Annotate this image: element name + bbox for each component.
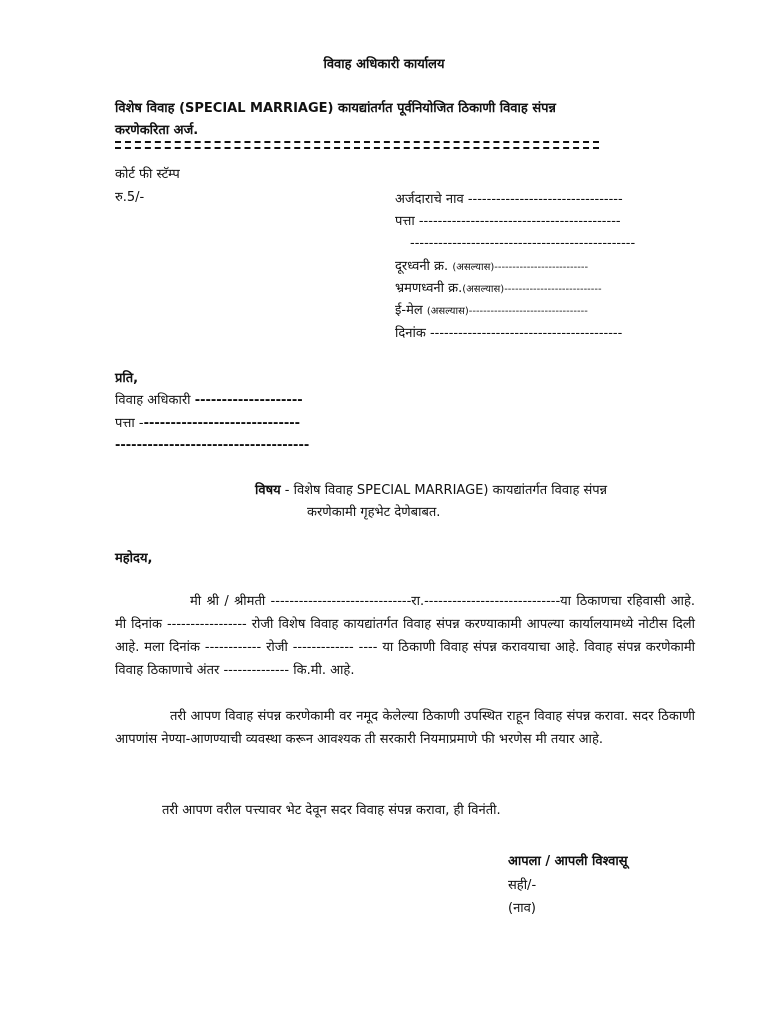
phone-label: दूरध्वनी क्र. bbox=[395, 259, 449, 274]
body-paragraph-2-text: तरी आपण विवाह संपन्न करणेकामी वर नमूद केलेल्या ठिकाणी उपस्थित राहून विवाह संपन्न करावा. सदर ठिकाणी आपणांस नेण्या-आणण्याची व्यवस्था करून आवश्यक ती सरकारी नियमाप्रमाणे फी भरणेस मी तयार आहे. bbox=[115, 709, 695, 747]
applicant-address-line1: पत्ता ------------------------------------------- bbox=[395, 214, 621, 229]
closing-name: (नाव) bbox=[508, 901, 536, 916]
applicant-mobile-line bbox=[395, 280, 602, 298]
applicant-address-line2: ------------------------------------------------ bbox=[410, 236, 636, 251]
separator-rule bbox=[115, 141, 599, 149]
recipient-to: प्रति, bbox=[115, 371, 139, 386]
recipient-address-label: पत्ता - bbox=[115, 416, 144, 431]
application-heading-line2: करणेकरिता अर्ज. bbox=[115, 123, 199, 138]
subject-line2: करणेकामी गृहभेट देणेबाबत. bbox=[307, 505, 441, 520]
body-paragraph-2 bbox=[115, 705, 695, 751]
phone-note: (असल्यास)-------------------------- bbox=[452, 262, 589, 273]
court-fee-stamp-label: कोर्ट फी स्टॅम्प bbox=[115, 167, 180, 182]
applicant-name-line: अर्जदाराचे नाव --------------------------------- bbox=[395, 192, 623, 207]
court-fee-stamp-value: रु.5/- bbox=[115, 190, 145, 205]
recipient-address-blank: ----------------------------- bbox=[143, 416, 301, 431]
body-paragraph-1 bbox=[115, 590, 695, 682]
application-heading bbox=[115, 98, 660, 142]
applicant-date-line: दिनांक ----------------------------------------- bbox=[395, 326, 623, 341]
body-paragraph-1-text: मी श्री / श्रीमती ------------------------------रा.-----------------------------या ठिकाणचा रहिवासी आहे. मी दिनांक ----------------- रोजी विशेष विवाह कायद्यांतर्गत विवाह संपन्न करण्याकामी आपल्या कार्यालयामध्ये नोटीस दिली आहे. मला दिनांक ------------ रोजी ------------- ---- या ठिकाणी विवाह संपन्न करावयाचा आहे. विवाह संपन्न करणेकामी विवाह ठिकाणाचे अंतर -------------- कि.मी. आहे. bbox=[115, 594, 695, 678]
recipient-officer-label: विवाह अधिकारी bbox=[115, 393, 191, 408]
email-note: (असल्यास)--------------------------------- bbox=[426, 306, 588, 317]
subject-text: - विशेष विवाह SPECIAL MARRIAGE) कायद्यांतर्गत विवाह संपन्न bbox=[280, 483, 608, 498]
closing-signature: सही/- bbox=[508, 878, 537, 893]
recipient-officer-line bbox=[115, 392, 303, 409]
closing-yours: आपला / आपली विश्वासू bbox=[508, 854, 628, 869]
mobile-note: (असल्यास)--------------------------- bbox=[462, 284, 602, 295]
email-label: ई-मेल bbox=[395, 303, 423, 318]
office-title: विवाह अधिकारी कार्यालय bbox=[323, 57, 445, 72]
recipient-officer-blank: -------------------- bbox=[194, 393, 303, 408]
application-heading-line1: विशेष विवाह (SPECIAL MARRIAGE) कायद्यांतर्गत पूर्वनियोजित ठिकाणी विवाह संपन्न bbox=[115, 101, 556, 116]
applicant-email-line bbox=[395, 302, 588, 320]
recipient-address-blank-line2: ------------------------------------ bbox=[115, 438, 310, 453]
subject-label: विषय bbox=[255, 483, 281, 498]
mobile-label: भ्रमणध्वनी क्र. bbox=[395, 281, 463, 296]
recipient-address-line bbox=[115, 415, 300, 432]
applicant-phone-line bbox=[395, 258, 588, 276]
salutation: महोदय, bbox=[115, 551, 153, 566]
subject-line1 bbox=[255, 482, 607, 499]
request-line: तरी आपण वरील पत्त्यावर भेट देवून सदर विवाह संपन्न करावा, ही विनंती. bbox=[162, 803, 501, 818]
